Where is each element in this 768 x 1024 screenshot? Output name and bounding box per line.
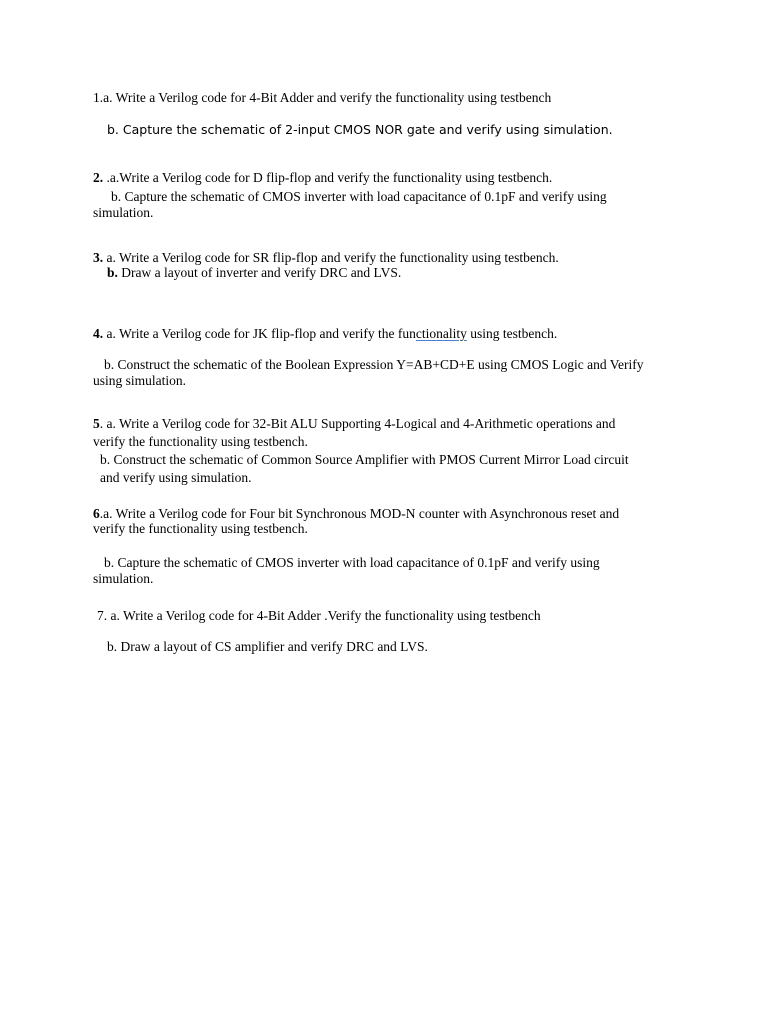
q5-number: 5 xyxy=(93,416,100,431)
q6-part-a-line2: verify the functionality using testbench. xyxy=(93,521,308,536)
q6-part-a-text: .a. Write a Verilog code for Four bit Synchronous MOD-N counter with Asynchronous reset and xyxy=(99,506,620,521)
q7-part-a: 7. a. Write a Verilog code for 4-Bit Adder .Verify the functionality using testbench xyxy=(97,608,541,623)
q4-part-b-line1: b. Construct the schematic of the Boolean Expression Y=AB+CD+E using CMOS Logic and Verify xyxy=(104,357,644,372)
q2-part-a-text: .a.Write a Verilog code for D flip-flop and verify the functionality using testbench. xyxy=(103,170,553,185)
q1-part-b: b. Capture the schematic of 2-input CMOS NOR gate and verify using simulation. xyxy=(107,122,613,137)
q3-part-b-label: b. xyxy=(107,265,118,280)
q6-part-a-line1 xyxy=(93,506,619,522)
q4-part-a xyxy=(93,326,557,342)
q6-part-b-line2: simulation. xyxy=(93,571,154,586)
q2-part-a xyxy=(93,170,552,186)
q2-number: 2. xyxy=(93,170,104,185)
q4-part-b-line2: using simulation. xyxy=(93,373,187,388)
q6-part-b-line1: b. Capture the schematic of CMOS inverter with load capacitance of 0.1pF and verify using xyxy=(104,555,600,570)
q5-part-a-text: . a. Write a Verilog code for 32-Bit ALU Supporting 4-Logical and 4-Arithmetic operations and xyxy=(99,416,616,431)
q3-number: 3. xyxy=(93,250,104,265)
q4-part-a-text: a. Write a Verilog code for JK flip-flop and verify the fun xyxy=(103,326,416,341)
q2-part-b-line1: b. Capture the schematic of CMOS inverter with load capacitance of 0.1pF and verify using xyxy=(111,189,607,204)
q3-part-b-text: Draw a layout of inverter and verify DRC and LVS. xyxy=(117,265,402,280)
q5-part-b-line1: b. Construct the schematic of Common Source Amplifier with PMOS Current Mirror Load circuit xyxy=(100,452,629,467)
q2-part-b-line2: simulation. xyxy=(93,205,154,220)
q3-part-a xyxy=(93,250,559,266)
spellcheck-underline: ctionality xyxy=(415,326,467,341)
q3-part-a-text: a. Write a Verilog code for SR flip-flop and verify the functionality using testbench. xyxy=(103,250,559,265)
q5-part-a-line1 xyxy=(93,416,615,432)
q3-part-b xyxy=(107,265,401,281)
q4-part-a-tail: using testbench. xyxy=(466,326,558,341)
q6-number: 6 xyxy=(93,506,100,521)
q1-part-a: 1.a. Write a Verilog code for 4-Bit Adder and verify the functionality using testbench xyxy=(93,90,552,105)
q5-part-b-line2: and verify using simulation. xyxy=(100,470,252,485)
q4-number: 4. xyxy=(93,326,104,341)
q5-part-a-line2: verify the functionality using testbench. xyxy=(93,434,308,449)
q7-part-b: b. Draw a layout of CS amplifier and verify DRC and LVS. xyxy=(107,639,428,654)
